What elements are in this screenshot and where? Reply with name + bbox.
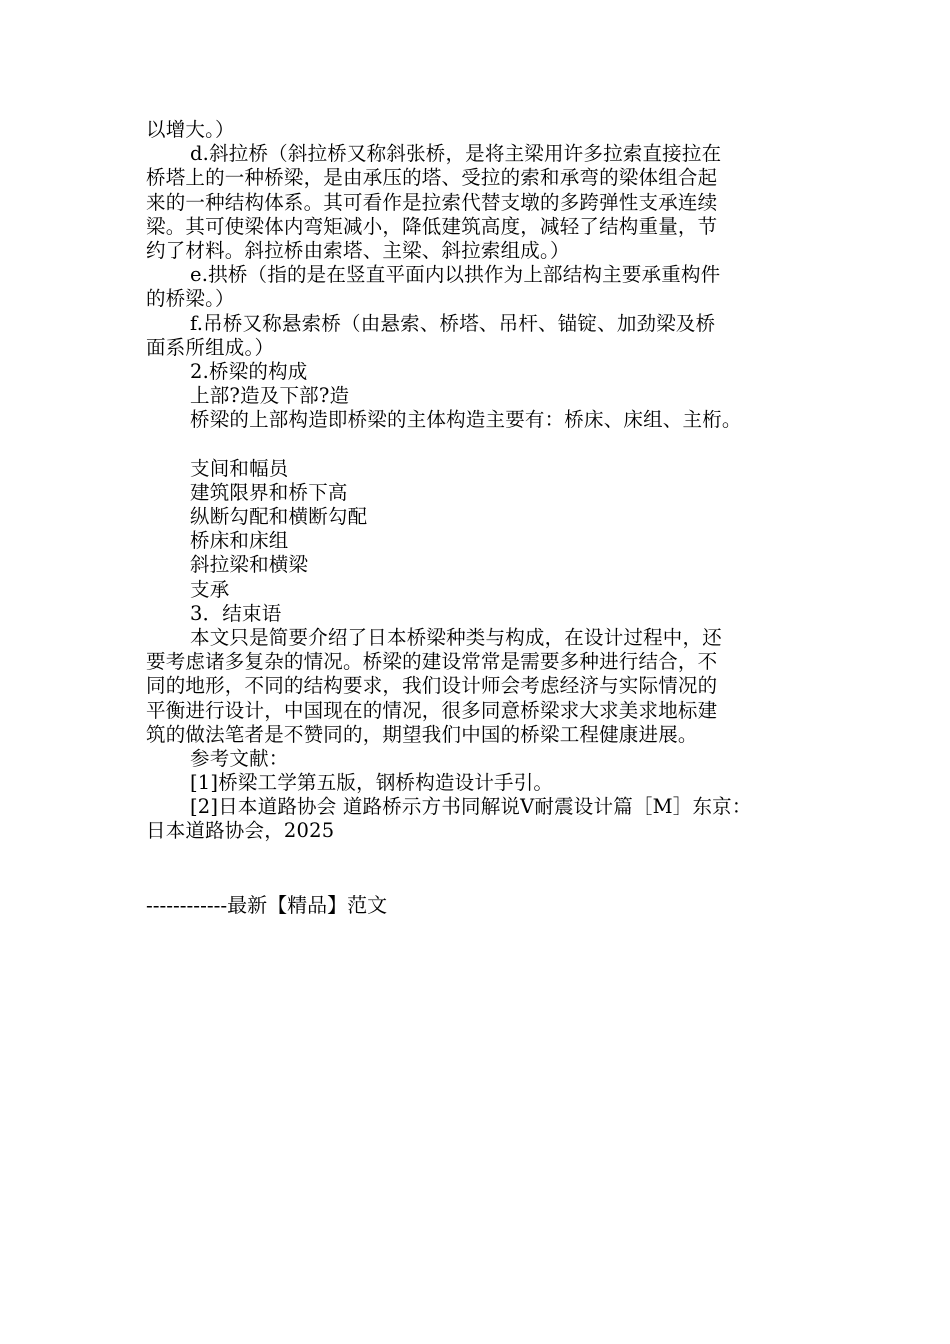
footer-spacer (146, 844, 808, 892)
paragraph-line: f.吊桥又称悬索桥（由悬索、桥塔、吊杆、锚锭、加劲梁及桥 (190, 311, 716, 335)
section2-heading: 2.桥梁的构成 (190, 359, 308, 383)
document-page (146, 118, 808, 918)
reference-line: [2]日本道路协会 道路桥示方书同解说Ⅴ耐震设计篇［M］东京： (190, 795, 752, 819)
paragraph-line: 要考虑诸多复杂的情况。桥梁的建设常常是需要多种进行结合，不 (146, 650, 718, 674)
footer-text: ------------最新【精品】范文 (146, 892, 388, 917)
blank-line (146, 432, 808, 456)
paragraph-line: d.斜拉桥（斜拉桥又称斜张桥，是将主梁用许多拉索直接拉在 (190, 142, 722, 166)
paragraph-line: 筑的做法笔者是不赞同的，期望我们中国的桥梁工程健康进展。 (146, 722, 698, 746)
item-e-paragraph (146, 263, 808, 311)
paragraph-line: 同的地形，不同的结构要求，我们设计师会考虑经济与实际情况的 (146, 674, 718, 698)
section3-heading: 3．结束语 (190, 601, 282, 625)
paragraph-line: e.拱桥（指的是在竖直平面内以拱作为上部结构主要承重构件 (190, 263, 721, 287)
paragraph-line: 梁。其可使梁体内弯矩减小，降低建筑高度，减轻了结构重量，节 (146, 214, 718, 238)
item-f-paragraph (146, 312, 808, 360)
intro-tail-text: 以增大。） (146, 118, 235, 141)
section2-list (146, 457, 808, 602)
section2-description: 桥梁的上部构造即桥梁的主体构造主要有：桥床、床组、主桁。 (190, 408, 742, 432)
paragraph-line: 来的一种结构体系。其可看作是拉索代替支墩的多跨弹性支承连续 (146, 190, 718, 214)
paragraph-line: 的桥梁。） (146, 287, 235, 311)
paragraph-line: 平衡进行设计，中国现在的情况，很多同意桥梁求大求美求地标建 (146, 698, 718, 722)
list-item: 斜拉梁和横梁 (190, 553, 309, 577)
list-item: 桥床和床组 (190, 529, 289, 553)
section2-subheading: 上部?造及下部?造 (190, 384, 350, 408)
list-item: 支间和幅员 (190, 456, 289, 480)
reference-line: 日本道路协会，2025 (146, 819, 335, 843)
list-item: 支承 (190, 577, 230, 601)
reference-item: [1]桥梁工学第五版，钢桥构造设计手引。 (190, 771, 554, 795)
paragraph-line: 桥塔上的一种桥梁，是由承压的塔、受拉的索和承弯的梁体组合起 (146, 166, 718, 190)
paragraph-line: 面系所组成。） (146, 335, 275, 359)
list-item: 纵断勾配和横断勾配 (190, 505, 368, 528)
reference-item (146, 795, 808, 843)
references-heading: 参考文献： (190, 746, 289, 770)
paragraph-line: 约了材料。斜拉桥由索塔、主梁、斜拉索组成。） (146, 238, 570, 262)
paragraph-line: 本文只是简要介绍了日本桥梁种类与构成，在设计过程中，还 (190, 625, 722, 649)
item-d-paragraph (146, 142, 808, 263)
conclusion-paragraph (146, 626, 808, 747)
list-item: 建筑限界和桥下高 (190, 480, 348, 504)
